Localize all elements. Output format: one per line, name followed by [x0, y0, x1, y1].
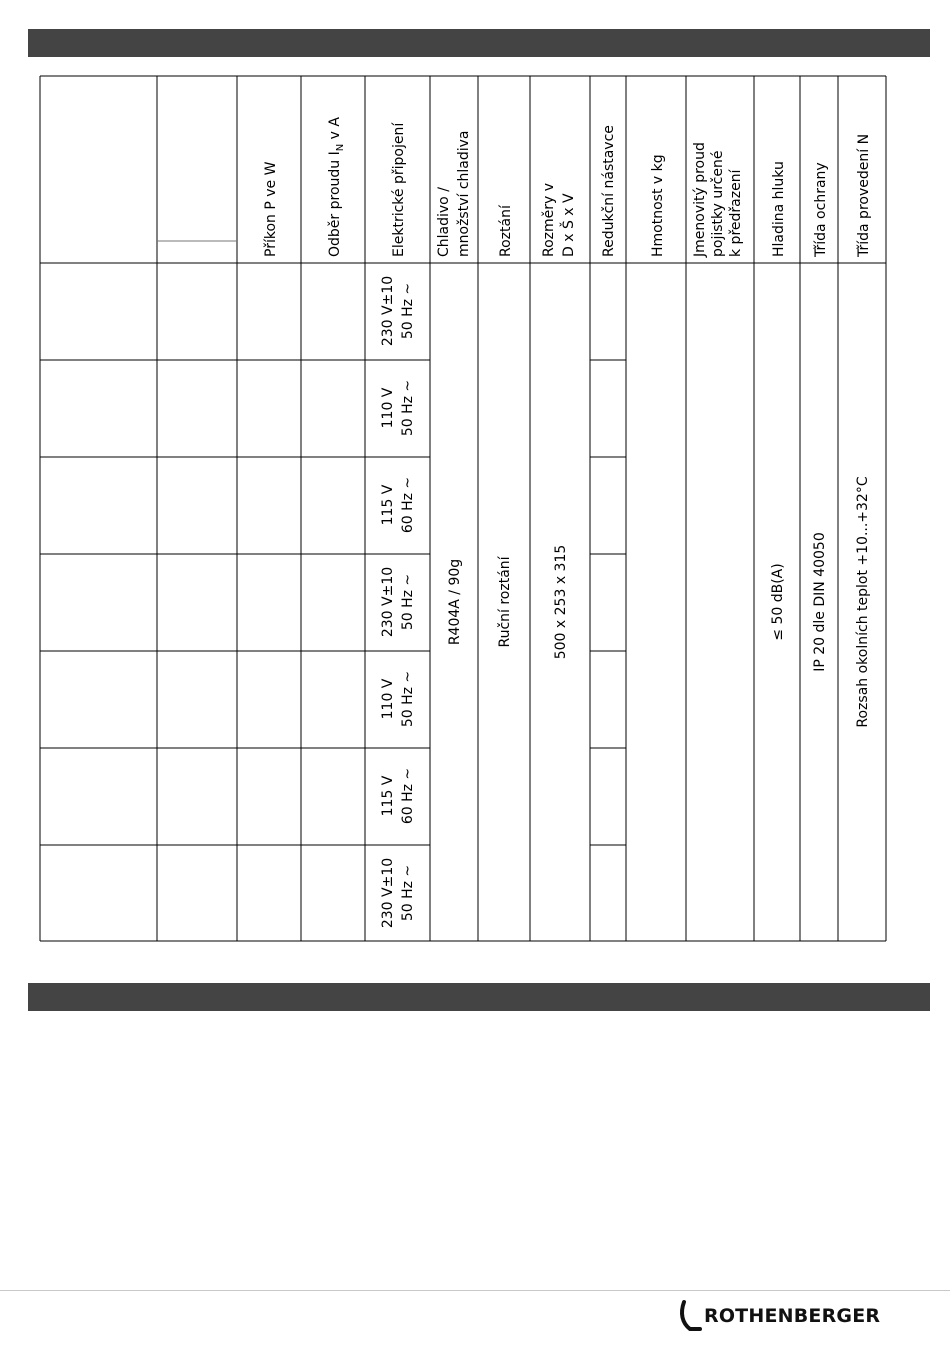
footer-divider	[0, 1290, 950, 1291]
header-dimensions: Rozměry v D x Š x V	[541, 182, 577, 257]
header-design: Třída provedení N	[856, 133, 872, 257]
connection-value: 230 V±10 50 Hz ~	[380, 857, 416, 929]
connection-value: 110 V 50 Hz ~	[380, 670, 416, 728]
header-protection: Třída ochrany	[813, 162, 829, 257]
design-value: Rozsah okolních teplot +10...+32°C	[855, 476, 871, 728]
connection-value: 115 V 60 Hz ~	[380, 476, 416, 534]
header-defrost: Roztání	[498, 205, 514, 257]
brand-logo	[678, 1298, 880, 1334]
header-reducer: Redukční nástavce	[601, 125, 617, 257]
header-noise: Hladina hluku	[771, 161, 787, 257]
header-electrical: Elektrické připojení	[391, 122, 407, 257]
section-bar	[28, 983, 930, 1011]
connection-value: 230 V±10 50 Hz ~	[380, 566, 416, 638]
refrigerant-value: R404A / 90g	[447, 558, 463, 646]
logo-mark-icon	[678, 1299, 704, 1333]
header-weight: Hmotnost v kg	[650, 154, 666, 257]
header-refrigerant: Chladivo / množství chladiva	[436, 130, 472, 257]
header-power: Příkon P ve W	[263, 161, 279, 257]
connection-value: 230 V±10 50 Hz ~	[380, 275, 416, 347]
dimensions-value: 500 x 253 x 315	[553, 544, 569, 660]
header-current: Odběr proudu $I_N$ v A	[327, 117, 346, 257]
brand-name: ROTHENBERGER	[704, 1305, 881, 1327]
connection-value: 110 V 50 Hz ~	[380, 379, 416, 437]
defrost-value: Ruční roztání	[497, 556, 513, 648]
connection-value: 115 V 60 Hz ~	[380, 767, 416, 825]
protection-value: IP 20 dle DIN 40050	[812, 532, 828, 672]
noise-value: ≤ 50 dB(A)	[770, 563, 786, 641]
header-fuse: Jmenovitý proud pojistky určené k předřazení	[692, 142, 744, 257]
